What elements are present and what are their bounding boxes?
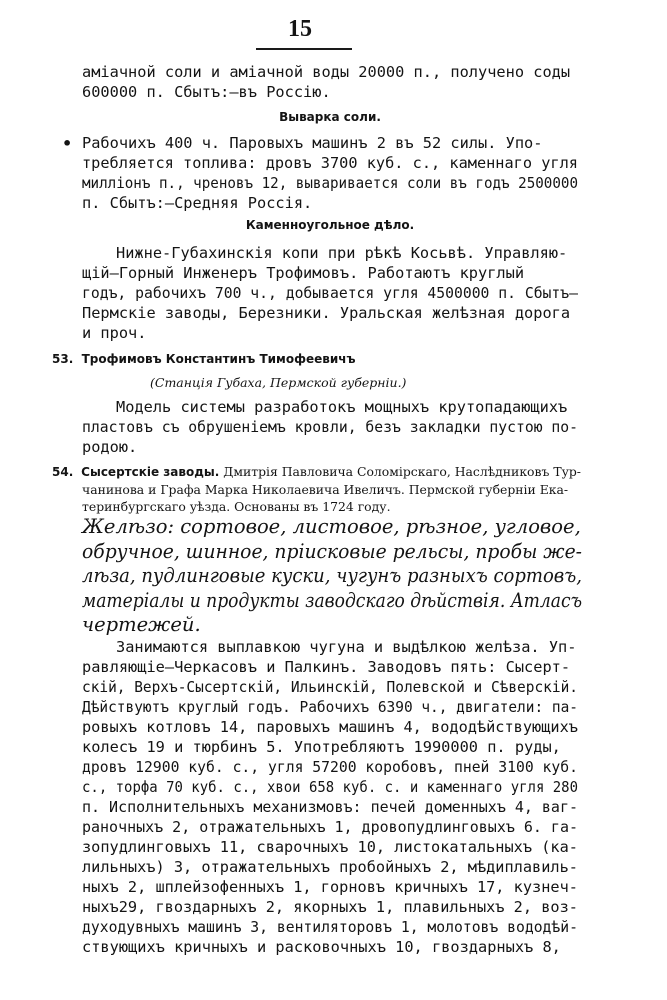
text-line: скій, Верхъ-Сысертскій, Ильинскій, Полевской и Сѣверскій. bbox=[82, 678, 578, 696]
coal-paragraph bbox=[82, 243, 578, 343]
exhibit-line: чертежей. bbox=[82, 613, 201, 636]
entry-53-address: (Станція Губаха, Пермской губерніи.) bbox=[150, 375, 407, 390]
text-line: колесъ 19 и тюрбинъ 5. Употребляютъ 1990000 п. руды, bbox=[82, 738, 561, 756]
text-line: ствующихъ кричныхъ и расковочныхъ 10, гвоздарныхъ 8, bbox=[82, 938, 561, 956]
page-number: 15 bbox=[288, 16, 312, 42]
text-line: милліонъ п., чреновъ 12, вываривается соли въ годъ 2500000 bbox=[82, 174, 579, 192]
entry-54-exhibit bbox=[82, 515, 582, 638]
header-rule bbox=[256, 48, 352, 50]
bullet-mark: • bbox=[62, 134, 73, 153]
text-line: Пермскіе заводы, Березники. Уральская желѣзная дорога bbox=[82, 304, 571, 322]
intro-paragraph bbox=[82, 62, 578, 102]
text-line: аміачной соли и аміачной воды 20000 п., получено соды bbox=[82, 63, 571, 81]
text-line: п. Сбытъ:—Средняя Россія. bbox=[82, 194, 313, 212]
text-line: ровыхъ котловъ 14, паровыхъ машинъ 4, вододѣйствующихъ bbox=[82, 718, 578, 736]
text-line: Нижне-Губахинскія копи при рѣкѣ Косьвѣ. Управляю- bbox=[116, 244, 568, 262]
salt-paragraph bbox=[82, 133, 578, 213]
text-line: ныхъ29, гвоздарныхъ 2, якорныхъ 1, плавильныхъ 2, воз- bbox=[82, 898, 578, 916]
text-line: духодувныхъ машинъ 3, вентиляторовъ 1, молотовъ вододѣй- bbox=[82, 918, 578, 936]
entry-number: 53. bbox=[52, 352, 74, 366]
text-line: 600000 п. Сбытъ:—въ Россію. bbox=[82, 83, 331, 101]
text-line: с., торфа 70 куб. с., хвои 658 куб. с. и каменнаго угля 280 bbox=[82, 778, 578, 796]
text-line: дровъ 12900 куб. с., угля 57200 коробовъ, пней 3100 куб. bbox=[82, 758, 578, 776]
exhibit-line: Желѣзо: сортовое, листовое, рѣзное, угловое, bbox=[82, 515, 581, 538]
owner-line: Дмитрія Павловича Соломірскаго, Наслѣдниковъ Тур- bbox=[223, 464, 581, 479]
exhibit-line: обручное, шинное, пріисковые рельсы, пробы же- bbox=[82, 539, 582, 563]
section-heading-salt bbox=[82, 108, 578, 126]
text-line: родою. bbox=[82, 438, 138, 456]
text-line: Занимаются выплавкою чугуна и выдѣлкою желѣза. Уп- bbox=[116, 638, 577, 656]
entry-54-description bbox=[82, 637, 578, 957]
text-line: Модель системы разработокъ мощныхъ крутопадающихъ bbox=[116, 398, 568, 416]
text-line: Рабочихъ 400 ч. Паровыхъ машинъ 2 въ 52 силы. Упо- bbox=[82, 134, 543, 152]
owner-line: теринбургскаго уѣзда. Основаны въ 1724 году. bbox=[82, 499, 391, 514]
section-heading-coal bbox=[82, 216, 578, 234]
exhibit-line: матеріалы и продукты заводскаго дѣйствія. Атласъ bbox=[82, 588, 583, 612]
entry-54-header bbox=[52, 463, 592, 515]
text-line: годъ, рабочихъ 700 ч., добывается угля 4500000 п. Сбытъ— bbox=[82, 284, 578, 302]
exhibit-line: лѣза, пудлинговые куски, чугунъ разныхъ сортовъ, bbox=[82, 564, 583, 587]
text-line: требляется топлива: дровъ 3700 куб. с., каменнаго угля bbox=[82, 154, 578, 172]
exhibitor-name: Сысертскіе заводы. bbox=[81, 465, 220, 479]
text-line: зопудлинговыхъ 11, сварочныхъ 10, листокатальныхъ (ка- bbox=[82, 838, 578, 856]
text-line: лильныхъ) 3, отражательныхъ пробойныхъ 2, мѣдиплавиль- bbox=[82, 858, 578, 876]
text-line: пластовъ съ обрушеніемъ кровли, безъ закладки пустою по- bbox=[82, 418, 578, 436]
heading-text: Каменноугольное дѣло. bbox=[245, 218, 415, 232]
owner-line: чанинова и Графа Марка Николаевича Ивеличъ. Пермской губерніи Ека- bbox=[82, 482, 569, 497]
entry-number: 54. bbox=[52, 465, 74, 479]
text-line: и проч. bbox=[82, 324, 147, 342]
text-line: раночныхъ 2, отражательныхъ 1, дровопудлинговыхъ 6. га- bbox=[82, 818, 578, 836]
exhibitor-name: Трофимовъ Константинъ Тимофеевичъ bbox=[81, 352, 356, 366]
text-line: равляющіе—Черкасовъ и Палкинъ. Заводовъ пять: Сысерт- bbox=[82, 658, 571, 676]
entry-53-description bbox=[82, 397, 578, 457]
text-line: ныхъ 2, шплейзофенныхъ 1, горновъ кричныхъ 17, кузнеч- bbox=[82, 878, 578, 896]
heading-text: Выварка соли. bbox=[279, 110, 381, 124]
text-line: п. Исполнительныхъ механизмовъ: печей доменныхъ 4, ваг- bbox=[82, 798, 578, 816]
text-line: Дѣйствуютъ круглый годъ. Рабочихъ 6390 ч., двигатели: па- bbox=[82, 698, 578, 716]
entry-53-header bbox=[52, 350, 356, 368]
text-line: щій—Горный Инженеръ Трофимовъ. Работаютъ круглый bbox=[82, 264, 525, 282]
